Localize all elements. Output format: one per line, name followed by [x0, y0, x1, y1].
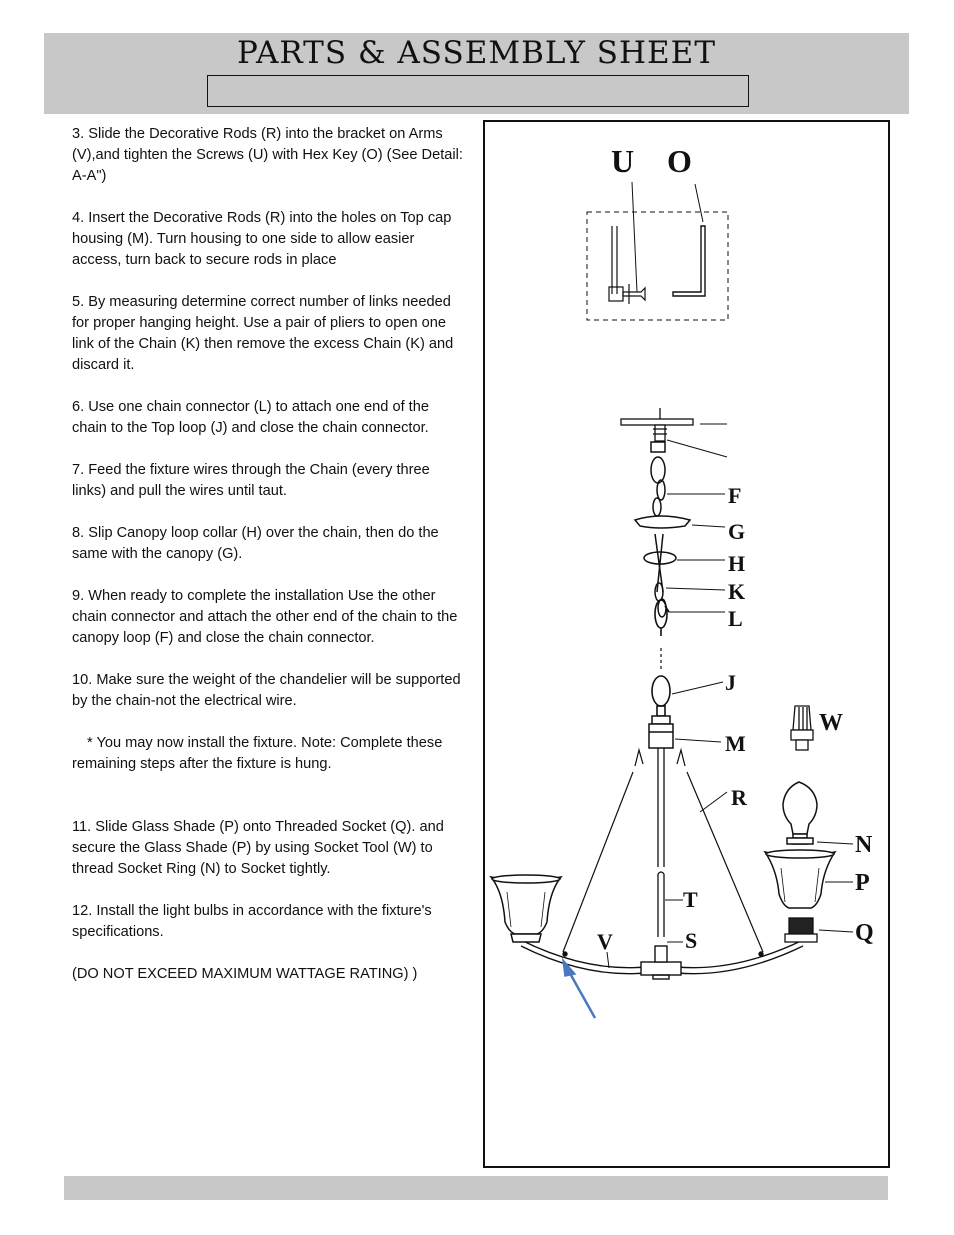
step-6: 6. Use one chain connector (L) to attach one end of the chain to the Top loop (J) and close the chain connector. — [72, 399, 429, 436]
right-shade-icon — [765, 850, 835, 908]
label-u: U — [611, 143, 635, 179]
wattage-warning: (DO NOT EXCEED MAXIMUM WATTAGE RATING) ) — [72, 966, 418, 982]
label-r: R — [731, 785, 747, 810]
step-8: 8. Slip Canopy loop collar (H) over the chain, then do the same with the canopy (G). — [72, 525, 439, 562]
label-l: L — [728, 606, 743, 631]
socket-ring-icon — [787, 838, 813, 844]
page-title: PARTS & ASSEMBLY SHEET — [236, 35, 716, 71]
label-g: G — [728, 519, 746, 544]
screw-detail-icon — [609, 226, 645, 304]
label-f: F — [728, 483, 742, 508]
label-n: N — [855, 832, 873, 858]
pointer-arrow-icon — [563, 960, 595, 1018]
canopy-icon — [635, 516, 690, 528]
hex-key-icon — [673, 226, 705, 296]
label-h: H — [728, 551, 746, 576]
top-loop-icon — [652, 676, 670, 716]
header-bar — [44, 33, 909, 114]
chain-connector-icon — [655, 600, 669, 636]
step-5: 5. By measuring determine correct number of links needed for proper hanging height. Use a pair of pliers to open one link of the Chain (K) then remove the excess Chain (K) and discard it. — [72, 294, 454, 373]
step-7: 7. Feed the fixture wires through the Chain (every three links) and pull the wires until taut. — [72, 462, 430, 499]
light-bulb-icon — [783, 782, 817, 844]
leader-o — [695, 184, 703, 222]
housing-icon — [649, 716, 673, 748]
decorative-rod-left — [563, 772, 633, 952]
model-number-box — [207, 75, 749, 107]
install-note: * You may now install the fixture. Note: Complete these remaining steps after the fixture is hung. — [72, 735, 443, 772]
socket-tool-icon — [791, 706, 813, 750]
label-s: S — [685, 928, 698, 953]
label-v: V — [597, 929, 613, 954]
label-o: O — [667, 143, 692, 179]
step-11: 11. Slide Glass Shade (P) onto Threaded Socket (Q). and secure the Glass Shade (P) by using Socket Tool (W) to thread Socket Ring (N) to Socket tightly. — [72, 819, 444, 877]
assembly-diagram — [485, 122, 888, 1166]
crossbar-icon — [621, 408, 693, 441]
footer-bar — [64, 1176, 888, 1200]
detail-box — [587, 212, 728, 320]
left-shade-icon — [491, 875, 561, 942]
step-12: 12. Install the light bulbs in accordance with the fixture's specifications. — [72, 903, 432, 940]
center-rod-icon — [658, 748, 664, 937]
canopy-loop-icon — [651, 442, 665, 516]
label-w: W — [819, 710, 843, 736]
assembly-diagram-frame — [483, 120, 890, 1168]
step-10: 10. Make sure the weight of the chandelier will be supported by the chain-not the electrical wire. — [72, 672, 461, 709]
label-j: J — [725, 670, 736, 695]
decorative-rod-right — [687, 772, 763, 952]
leader-u — [632, 182, 637, 292]
step-3: 3. Slide the Decorative Rods (R) into the bracket on Arms (V),and tighten the Screws (U) with Hex Key (O) (See Detail: A-A") — [72, 126, 463, 184]
label-k: K — [728, 579, 746, 604]
threaded-socket-icon — [785, 918, 817, 942]
label-q: Q — [855, 920, 874, 946]
label-p: P — [855, 870, 870, 896]
instructions-column — [72, 124, 467, 1006]
step-4: 4. Insert the Decorative Rods (R) into the holes on Top cap housing (M). Turn housing to one side to allow easier access, turn back to secure rods in place — [72, 210, 452, 268]
label-m: M — [725, 731, 746, 756]
step-9: 9. When ready to complete the installation Use the other chain connector and attach the other end of the chain to the canopy loop (F) and close the chain connector. — [72, 588, 458, 646]
label-t: T — [683, 887, 698, 912]
